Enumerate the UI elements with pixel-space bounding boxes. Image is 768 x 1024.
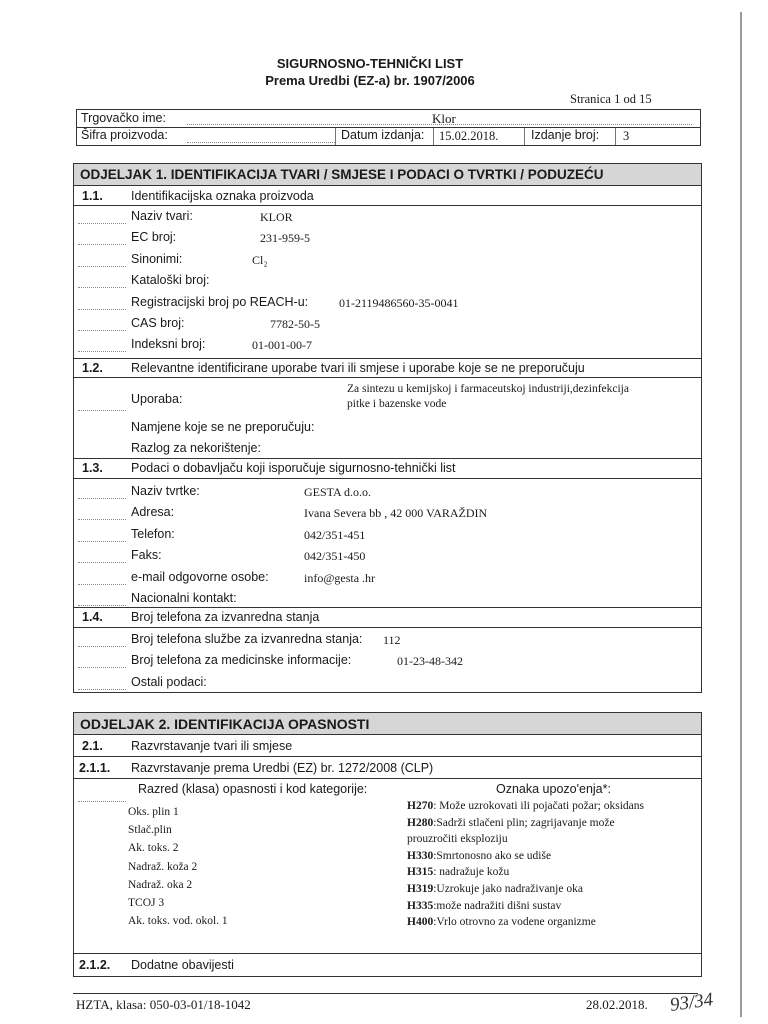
hazard-statement (407, 800, 644, 812)
section-2 (73, 712, 702, 977)
product-code-label: Šifra proizvoda: (81, 128, 168, 142)
hazard-statement (407, 866, 509, 878)
subsection-1-4-number: 1.4. (82, 610, 103, 624)
supplier-label: Telefon: (131, 526, 175, 541)
hazard-statement (407, 817, 615, 829)
hazard-text: :Sadrži stlačeni plin; zagrijavanje može (433, 816, 615, 829)
hazard-statement (407, 850, 551, 862)
hazard-statement (407, 833, 508, 845)
identification-label: Kataloški broj: (131, 273, 210, 288)
emergency-value: 01-23-48-342 (397, 654, 463, 669)
emergency-label: Ostali podaci: (131, 674, 207, 689)
page-number: Stranica 1 od 15 (570, 92, 652, 106)
supplier-value: GESTA d.o.o. (304, 485, 372, 499)
hazard-class-item: Stlač.plin (128, 824, 172, 837)
hazard-text: :može nadražiti dišni sustav (433, 899, 562, 912)
subsection-2-1-1-title: Razvrstavanje prema Uredbi (EZ) br. 1272/2008 (CLP) (131, 761, 434, 775)
trade-name-value: Klor (432, 111, 456, 126)
identification-value: 01-2119486560-35-0041 (339, 295, 459, 310)
issue-date-value: 15.02.2018. (439, 129, 499, 143)
hazard-code: H270 (407, 800, 434, 812)
section-1-title: ODJELJAK 1. IDENTIFIKACIJA TVARI / SMJESE I PODACI O TVRTKI / PODUZEĆU (74, 164, 701, 186)
hazard-code: H315 (407, 866, 434, 879)
supplier-value: Ivana Severa bb , 42 000 VARAŽDIN (304, 506, 488, 521)
supplier-label: Faks: (131, 548, 162, 563)
hazard-statement (407, 900, 561, 912)
product-info-box (76, 109, 701, 146)
hazard-code: H319 (407, 883, 434, 895)
use-value-line1: Za sintezu u kemijskoj i farmaceutskoj industriji,dezinfekcija (347, 383, 629, 395)
supplier-label: Naziv tvrtke: (131, 484, 200, 498)
hazard-statement (407, 883, 583, 895)
identification-label: Registracijski broj po REACH-u: (131, 294, 309, 309)
handwritten-page-mark: 93/34 (668, 989, 715, 1016)
subsection-2-1-number: 2.1. (82, 739, 103, 753)
subsection-1-3-number: 1.3. (82, 461, 103, 475)
section-1 (73, 163, 702, 693)
supplier-label: Adresa: (131, 505, 175, 520)
footer-rule (73, 993, 698, 994)
reason-label: Razlog za nekorištenje: (131, 441, 261, 455)
hazard-class-item: Ak. toks. vod. okol. 1 (128, 915, 228, 928)
hazard-text: : Može uzrokovati ili pojačati požar; oksidans (433, 800, 644, 812)
supplier-label: e-mail odgovorne osobe: (131, 569, 269, 584)
hazard-code: H400 (407, 916, 434, 929)
subsection-1-2-number: 1.2. (82, 361, 103, 375)
hazard-statement (407, 916, 596, 928)
hazard-text: : nadražuje kožu (433, 866, 510, 879)
hazard-text: :Vrlo otrovno za vodene organizme (433, 916, 596, 929)
identification-value: 231-959-5 (260, 231, 310, 246)
identification-label: Naziv tvari: (131, 209, 193, 223)
trade-name-label: Trgovačko ime: (81, 111, 166, 125)
issue-number-value: 3 (623, 129, 630, 143)
subsection-1-4-title: Broj telefona za izvanredna stanja (131, 610, 320, 624)
hazard-text: :Smrtonosno ako se udiše (433, 849, 552, 862)
emergency-label: Broj telefona službe za izvanredna stanja: (131, 632, 363, 646)
footer-date: 28.02.2018. (586, 997, 648, 1012)
subsection-1-2-title: Relevantne identificirane uporabe tvari ili smjese i uporabe koje se ne preporučuju (131, 361, 585, 375)
identification-value: Cl₂ (252, 252, 268, 267)
hazard-class-item: Nadraž. koža 2 (128, 860, 198, 873)
section-2-title: ODJELJAK 2. IDENTIFIKACIJA OPASNOSTI (74, 713, 701, 735)
footer-registration: HZTA, klasa: 050-03-01/18-1042 (76, 997, 251, 1012)
document-title: SIGURNOSNO-TEHNIČKI LIST (276, 56, 464, 71)
subsection-2-1-1-number: 2.1.1. (79, 761, 111, 775)
subsection-1-3-title: Podaci o dobavljaču koji isporučuje sigurnosno-tehnički list (131, 461, 456, 475)
hazard-class-item: TCOJ 3 (128, 897, 165, 909)
hazard-class-header: Razred (klasa) opasnosti i kod kategorije: (138, 782, 368, 796)
hazard-class-item: Oks. plin 1 (128, 806, 179, 818)
supplier-value: 042/351-451 (304, 527, 366, 542)
subsection-2-1-title: Razvrstavanje tvari ili smjese (131, 739, 293, 753)
identification-value: 7782-50-5 (270, 317, 320, 331)
hazard-class-item: Ak. toks. 2 (128, 842, 179, 855)
issue-number-label: Izdanje broj: (531, 128, 600, 142)
use-label: Uporaba: (131, 392, 183, 406)
supplier-value: info@gesta .hr (304, 570, 376, 585)
hazard-class-item: Nadraž. oka 2 (128, 878, 193, 891)
issue-date-label: Datum izdanja: (341, 128, 425, 142)
hazard-text: :Uzrokuje jako nadraživanje oka (433, 883, 583, 895)
use-value-line2: pitke i bazenske vode (347, 398, 447, 410)
subsection-1-1-title: Identifikacijska oznaka proizvoda (131, 189, 314, 203)
emergency-label: Broj telefona za medicinske informacije: (131, 653, 352, 668)
not-recommended-label: Namjene koje se ne preporučuju: (131, 420, 315, 434)
identification-label: CAS broj: (131, 316, 185, 330)
emergency-value: 112 (383, 633, 401, 647)
supplier-label: Nacionalni kontakt: (131, 591, 237, 605)
subsection-2-1-2-number: 2.1.2. (79, 958, 111, 972)
identification-value: KLOR (260, 210, 293, 224)
subsection-1-1-number: 1.1. (82, 189, 103, 203)
identification-label: Sinonimi: (131, 251, 183, 266)
warning-header: Oznaka upozo'enja*: (496, 782, 611, 796)
document-subtitle: Prema Uredbi (EZ-a) br. 1907/2006 (265, 73, 475, 88)
hazard-code: H335 (407, 899, 434, 912)
subsection-2-1-2-title: Dodatne obavijesti (131, 958, 234, 972)
identification-value: 01-001-00-7 (252, 338, 312, 353)
page-edge-shadow (740, 12, 742, 1017)
hazard-text: prouzročiti eksploziju (407, 833, 508, 846)
identification-label: Indeksni broj: (131, 337, 206, 352)
hazard-code: H330 (407, 849, 434, 862)
identification-label: EC broj: (131, 230, 177, 245)
supplier-value: 042/351-450 (304, 549, 366, 564)
hazard-code: H280 (407, 816, 434, 829)
